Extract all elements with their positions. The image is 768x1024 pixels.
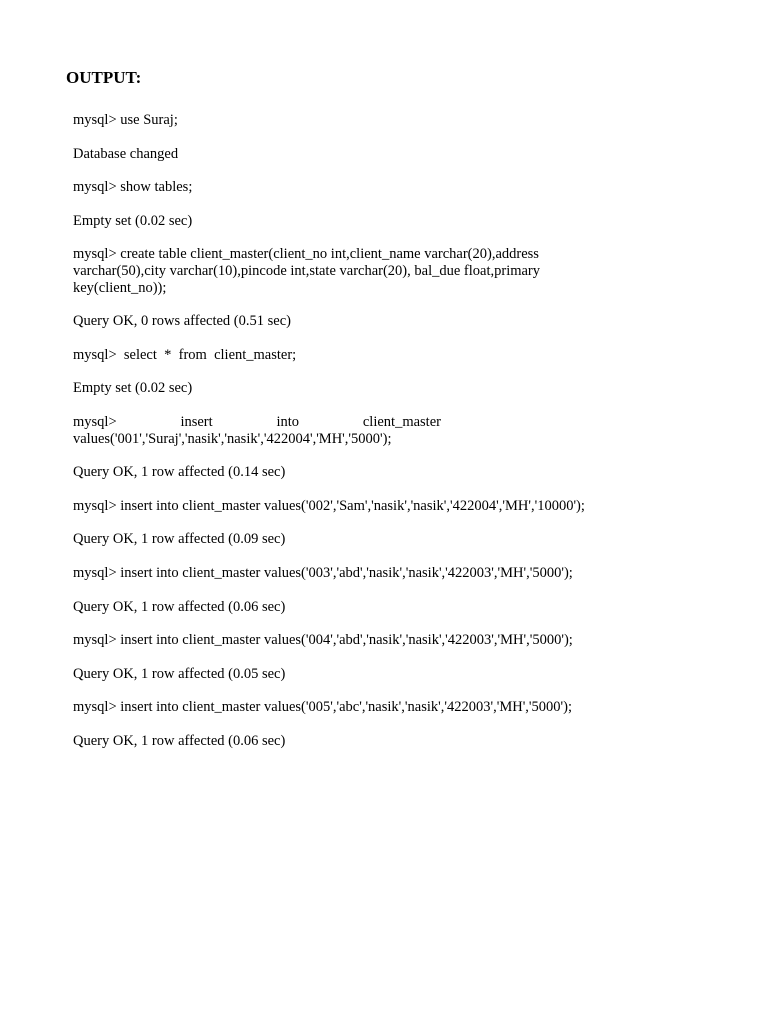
output-line: Empty set (0.02 sec) bbox=[73, 380, 193, 397]
output-line: Database changed bbox=[73, 145, 179, 162]
output-line: mysql> insert into client_master values('002','Sam','nasik','nasik','422004','MH','10000'); bbox=[73, 497, 585, 514]
output-line: Query OK, 1 row affected (0.09 sec) bbox=[73, 531, 286, 548]
output-body bbox=[73, 112, 633, 766]
output-line: Query OK, 1 row affected (0.05 sec) bbox=[73, 665, 286, 682]
justified-word: mysql> bbox=[73, 413, 117, 430]
output-line: mysql> insert into client_master values('003','abd','nasik','nasik','422003','MH','5000'); bbox=[73, 564, 573, 581]
justified-rest-line: values('001','Suraj','nasik','nasik','422004','MH','5000'); bbox=[73, 430, 392, 447]
justified-word: insert bbox=[180, 413, 213, 430]
output-line: mysql> show tables; bbox=[73, 179, 193, 196]
output-line: mysql> insert into client_master values('004','abd','nasik','nasik','422003','MH','5000'); bbox=[73, 632, 573, 649]
justified-first-line bbox=[73, 414, 441, 431]
output-line: mysql> insert into client_master values('005','abc','nasik','nasik','422003','MH','5000'); bbox=[73, 699, 573, 716]
output-line: mysql> select * from client_master; bbox=[73, 346, 297, 363]
page-heading: OUTPUT: bbox=[66, 68, 142, 87]
output-line: mysql> use Suraj; bbox=[73, 112, 178, 128]
output-line: mysql> create table client_master(client_no int,client_name varchar(20),address varchar(50),city varchar(10),pincode int,state varchar(20), bal_due float,primary key(client_no)); bbox=[73, 246, 541, 296]
output-line-justified bbox=[73, 414, 633, 447]
output-line: Empty set (0.02 sec) bbox=[73, 212, 193, 229]
justified-word: client_master bbox=[362, 413, 441, 430]
output-line: Query OK, 1 row affected (0.14 sec) bbox=[73, 464, 286, 481]
output-line: Query OK, 1 row affected (0.06 sec) bbox=[73, 598, 286, 615]
justified-word: into bbox=[276, 413, 300, 430]
output-line: Query OK, 0 rows affected (0.51 sec) bbox=[73, 313, 291, 330]
output-line: Query OK, 1 row affected (0.06 sec) bbox=[73, 732, 286, 749]
